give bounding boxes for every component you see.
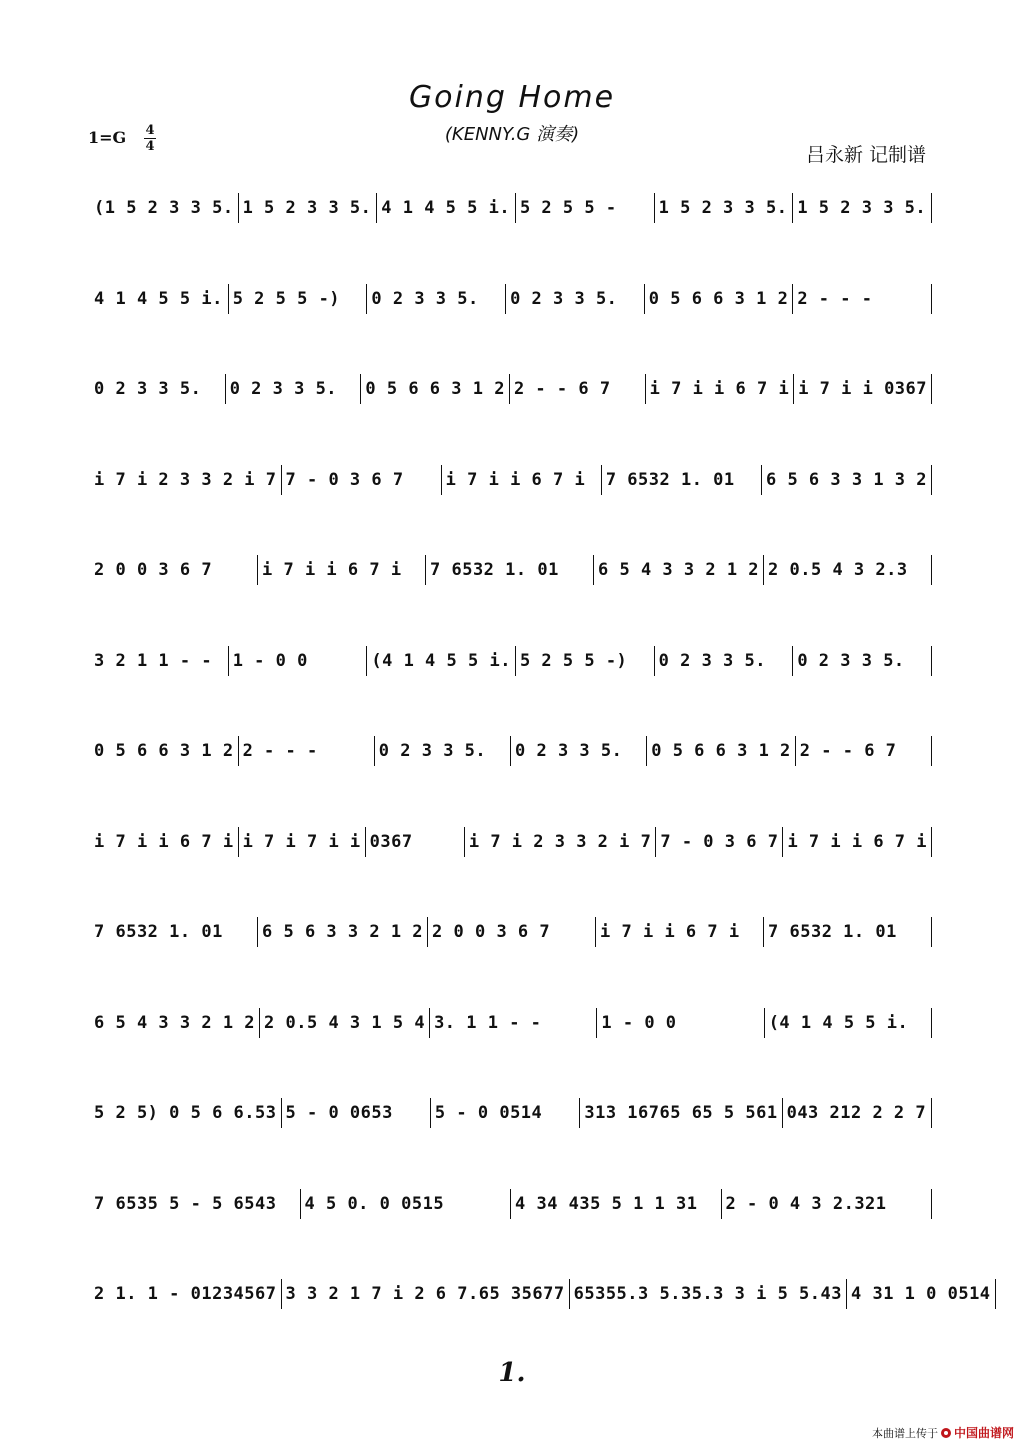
page-number: 1. — [498, 1358, 526, 1388]
measure: 6 5 6 3 3 1 3 2 — [765, 469, 927, 490]
measure: 2 0 0 3 6 7 — [94, 560, 213, 580]
measure: 7 6532 1. 01 — [430, 560, 559, 580]
staff-row — [90, 643, 932, 679]
measure: (4 1 4 5 5 i. — [768, 1012, 909, 1033]
bar-line — [931, 736, 932, 766]
measure: 0 5 6 6 3 1 2 — [651, 741, 791, 761]
score-title: Going Home — [408, 80, 616, 115]
bar-line — [995, 1279, 996, 1309]
key-label: 1=G — [88, 128, 127, 147]
measure: 2 - - - — [242, 741, 318, 761]
measure: i 7 i i 6 7 i — [600, 922, 740, 942]
staff-row — [90, 462, 932, 498]
bar-line — [931, 555, 932, 585]
measure: 4 5 0. 0 0515 — [304, 1193, 445, 1214]
upload-text: 本曲谱上传于 — [871, 1426, 938, 1440]
bar-line — [931, 1189, 932, 1219]
staff-row — [90, 1005, 932, 1041]
measure: 6 5 4 3 3 2 1 2 — [94, 1012, 256, 1033]
site-name[interactable]: 中国曲谱网 — [953, 1426, 1014, 1440]
bar-line — [931, 917, 932, 947]
measure: 3. 1 1 - - — [434, 1012, 542, 1033]
measure: 5 - 0 0514 — [434, 1103, 543, 1123]
measure: (1 5 2 3 3 5. — [94, 198, 234, 218]
transcriber-credit: 吕永新 记制谱 — [805, 144, 926, 166]
measure: 2 - - 6 7 — [513, 379, 611, 399]
measure: 2 - - - — [797, 288, 873, 309]
measure: 6 5 6 3 3 2 1 2 — [262, 922, 424, 942]
staff-row — [90, 552, 932, 588]
bar-line — [931, 374, 932, 404]
measure: 7 6535 5 - 5 6543 — [94, 1193, 277, 1214]
measure: i 7 i i 6 7 i — [94, 831, 234, 852]
bar-line — [931, 284, 932, 314]
measure: i 7 i 7 i i — [242, 831, 361, 852]
measure: 7 6532 1. 01 — [605, 469, 735, 490]
bar-line — [931, 465, 932, 495]
measure: 7 - 0 3 6 7 — [660, 831, 779, 852]
measure: 4 34 435 5 1 1 31 — [515, 1193, 698, 1214]
measure: 2 - - 6 7 — [799, 741, 897, 761]
measure: 2 - 0 4 3 2.321 — [725, 1193, 887, 1214]
site-logo-icon — [941, 1428, 951, 1438]
measure: 0 2 3 3 5. — [378, 741, 487, 761]
measure: 1 - 0 0 — [232, 650, 308, 671]
staff-row — [90, 914, 932, 950]
measure: i 7 i i 6 7 i — [649, 379, 790, 399]
staff-row — [90, 1276, 991, 1312]
measure: 0 2 3 3 5. — [229, 379, 338, 399]
measure: 5 2 5 5 - — [519, 198, 617, 218]
measure: i 7 i i 6 7 i — [787, 831, 927, 852]
measure: 0 2 3 3 5. — [515, 741, 623, 761]
measure: 0 2 3 3 5. — [797, 650, 905, 671]
score-subtitle: (KENNY.G 演奏) — [444, 124, 580, 145]
measure: 313 16765 65 5 561 — [584, 1103, 778, 1123]
measure: 4 31 1 0 0514 — [850, 1284, 991, 1304]
measure: i 7 i 2 3 3 2 i 7 — [468, 831, 652, 852]
measure: 7 - 0 3 6 7 — [285, 469, 404, 490]
measure: 3 2 1 1 - - — [94, 650, 213, 671]
measure: 5 2 5 5 -) — [519, 650, 628, 671]
measure: 0 2 3 3 5. — [658, 650, 766, 671]
measure: 0 5 6 6 3 1 2 — [94, 741, 234, 761]
measure: 2 0.5 4 3 2.3 — [768, 560, 908, 580]
measure: (4 1 4 5 5 i. — [371, 650, 511, 671]
measure: i 7 i i 0367 — [798, 379, 928, 399]
time-bottom: 4 — [145, 139, 155, 154]
measure: 5 2 5 5 -) — [232, 288, 341, 309]
measure: 1 5 2 3 3 5. — [658, 198, 788, 218]
measure: 4 1 4 5 5 i. — [381, 198, 511, 218]
measure: i 7 i i 6 7 i — [445, 469, 586, 490]
measure: 0 2 3 3 5. — [510, 288, 618, 309]
bar-line — [931, 646, 932, 676]
measure: 7 6532 1. 01 — [94, 922, 223, 942]
staff-row — [90, 1186, 932, 1222]
measure: i 7 i i 6 7 i — [262, 560, 402, 580]
time-top: 4 — [145, 123, 155, 138]
measure: 0 2 3 3 5. — [371, 288, 479, 309]
bar-line — [931, 193, 932, 223]
measure: 0 5 6 6 3 1 2 — [365, 379, 505, 399]
bar-line — [931, 1008, 932, 1038]
measure: 5 - 0 0653 — [285, 1103, 393, 1123]
measure: 0 2 3 3 5. — [94, 379, 202, 399]
measure: 1 - 0 0 — [601, 1012, 677, 1033]
staff-row — [90, 824, 932, 860]
measure: i 7 i 2 3 3 2 i 7 — [94, 469, 277, 490]
bar-line — [931, 1098, 932, 1128]
staff-row — [90, 733, 932, 769]
key-signature — [88, 123, 155, 154]
measure: 2 0.5 4 3 1 5 4 — [264, 1012, 426, 1033]
staff-row — [90, 281, 932, 317]
staff-row — [90, 371, 932, 407]
site-footer — [872, 1424, 1014, 1441]
measure: 3 3 2 1 7 i 2 6 7.65 35677 — [285, 1284, 565, 1304]
measure: 4 1 4 5 5 i. — [94, 288, 223, 309]
measure: 65355.3 5.35.3 3 i 5 5.43 — [573, 1284, 842, 1304]
time-signature — [144, 124, 156, 153]
measure: 0 5 6 6 3 1 2 — [648, 288, 789, 309]
measure: 0367 — [369, 831, 413, 852]
bar-line — [931, 827, 932, 857]
measure: 2 1. 1 - 01234567 — [94, 1284, 277, 1304]
measure: 6 5 4 3 3 2 1 2 — [598, 560, 760, 580]
measure: 1 5 2 3 3 5. — [242, 198, 372, 218]
measure: 1 5 2 3 3 5. — [797, 198, 927, 218]
measure: 043 212 2 2 7 — [786, 1103, 927, 1123]
staff-row — [90, 190, 932, 226]
measure: 5 2 5) 0 5 6 6.53 — [94, 1103, 277, 1123]
measure: 7 6532 1. 01 — [768, 922, 897, 942]
staff-row — [90, 1095, 932, 1131]
measure: 2 0 0 3 6 7 — [432, 922, 551, 942]
